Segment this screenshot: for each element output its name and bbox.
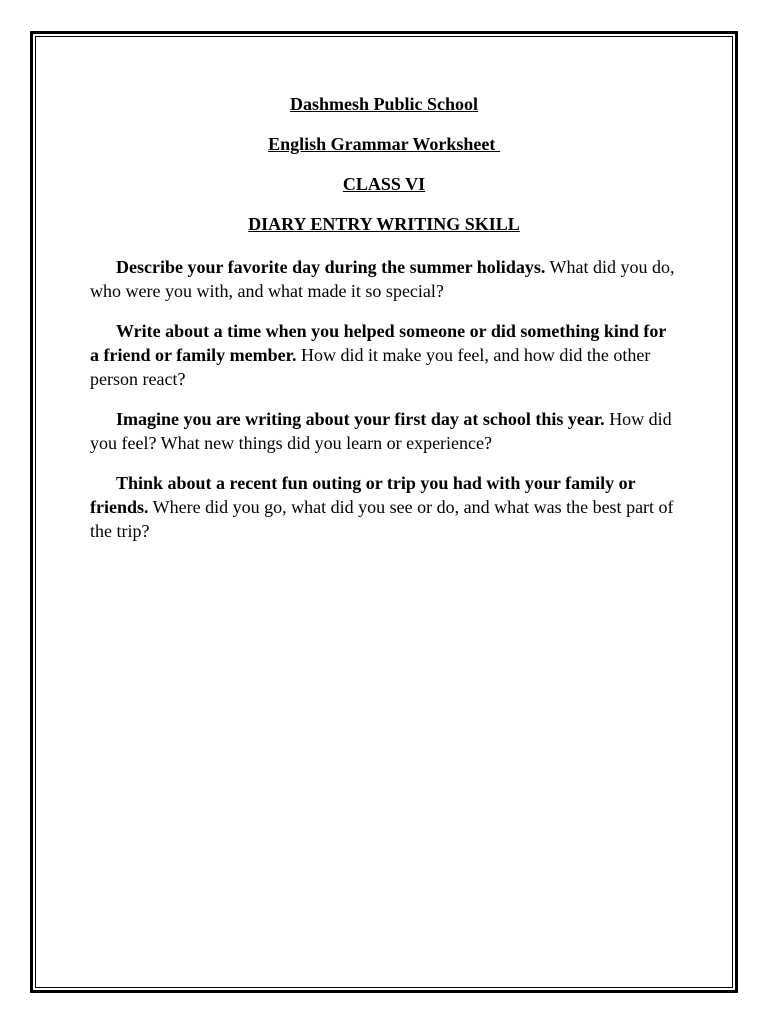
prompt-1-lead: Describe your favorite day during the summer holidays. <box>116 257 546 277</box>
prompt-4-lead: Think about a recent fun outing or trip you had with your family or friends. <box>90 473 636 517</box>
prompt-4-text: Where did you go, what did you see or do, and what was the best part of the trip? <box>90 497 674 541</box>
school-name: Dashmesh Public School <box>289 94 479 114</box>
prompt-3-text: How did you feel? What new things did you learn or experience? <box>90 409 672 453</box>
worksheet-content <box>90 92 678 559</box>
topic-title: DIARY ENTRY WRITING SKILL <box>248 214 520 234</box>
worksheet-title: English Grammar Worksheet <box>268 134 500 154</box>
class-label: CLASS VI <box>342 174 426 194</box>
prompt-3 <box>90 407 678 455</box>
prompt-1 <box>90 255 678 303</box>
prompt-2-lead: Write about a time when you helped someone or did something kind for a friend or family member. <box>90 321 667 365</box>
prompt-1-text: What did you do, who were you with, and what made it so special? <box>90 257 675 301</box>
prompt-2 <box>90 319 678 391</box>
prompt-4 <box>90 471 678 543</box>
prompt-3-lead: Imagine you are writing about your first day at school this year. <box>116 409 605 429</box>
prompt-2-text: How did it make you feel, and how did the other person react? <box>90 345 651 389</box>
